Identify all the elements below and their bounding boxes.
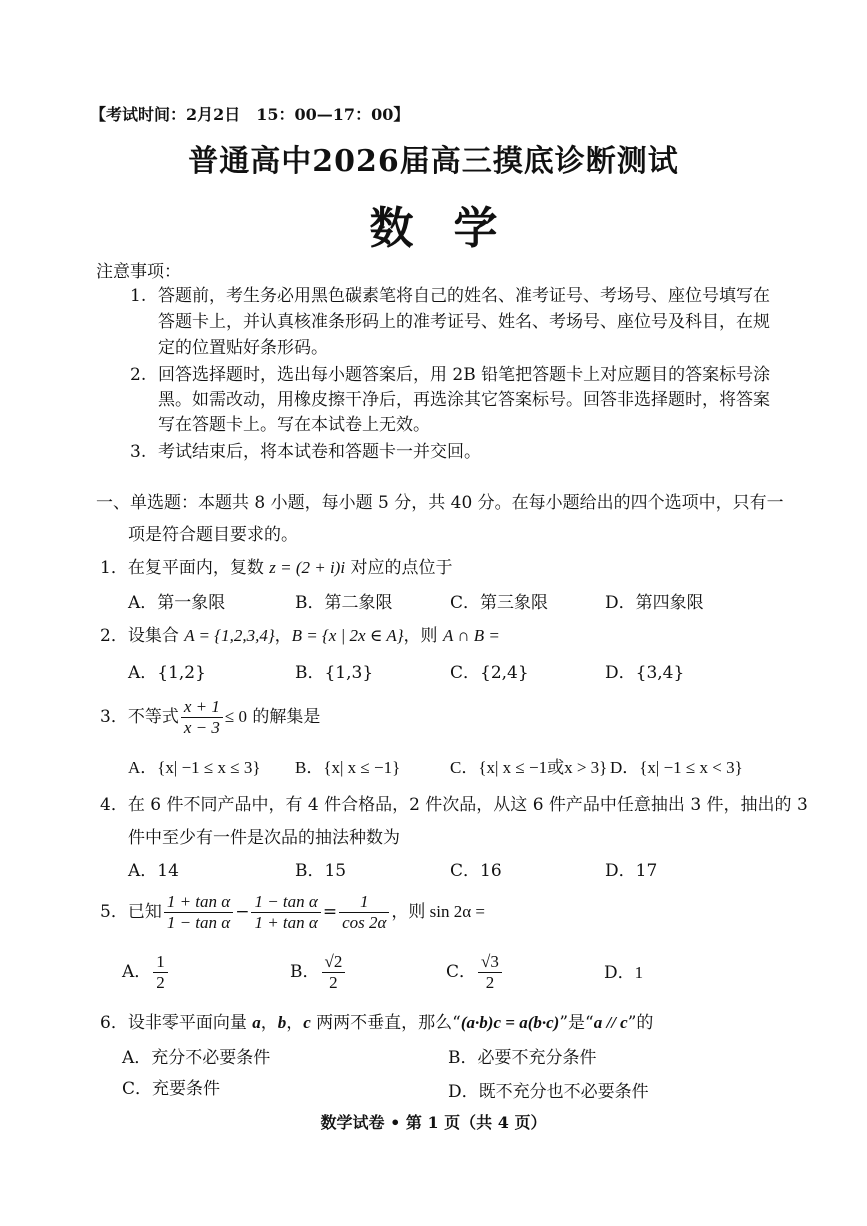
notice-item-2-line-1: 回答选择题时，选出每小题答案后，用 2B 铅笔把答题卡上对应题目的答案标号涂: [158, 365, 771, 385]
question-6-pre: 设非零平面向量: [127, 1013, 253, 1033]
q5-option-d[interactable]: [604, 962, 643, 984]
question-2-set-b: B = {x | 2x ∈ A}: [291, 626, 404, 645]
q5-option-a[interactable]: [122, 952, 170, 993]
q6-option-b[interactable]: B．必要不充分条件: [448, 1048, 597, 1068]
question-1: [100, 557, 452, 579]
question-5-f1-den: 1 − tan α: [166, 913, 231, 932]
question-6-vec-c: c: [303, 1013, 311, 1032]
question-2-num: 2．: [100, 626, 128, 646]
q4-option-c[interactable]: C．16: [450, 861, 502, 881]
notice-item-1-line-2: 答题卡上，并认真核准条形码上的准考证号、姓名、考场号、座位号及科目，在规: [158, 312, 770, 332]
question-6-expr: (a·b)c = a(b·c): [460, 1013, 560, 1032]
question-2-set-a: A = {1,2,3,4}: [184, 626, 275, 645]
question-3-frac-num: x + 1: [181, 697, 223, 718]
question-6: [100, 1012, 653, 1034]
question-3-fraction: [181, 697, 223, 738]
question-2-sep: ，: [274, 626, 292, 646]
question-6-vec-a: a: [252, 1013, 261, 1032]
question-3-rel: ≤ 0: [224, 707, 247, 726]
question-3: [100, 697, 320, 738]
subject-title: 数学: [369, 203, 538, 254]
q5-option-b-fraction: [322, 952, 346, 993]
q5-option-c[interactable]: [446, 952, 504, 993]
q1-option-b[interactable]: B．第二象限: [295, 593, 393, 613]
q2-option-c[interactable]: C．{2,4}: [450, 663, 529, 683]
question-4-line-2: 件中至少有一件是次品的抽法种数为: [128, 828, 400, 848]
q3-option-c[interactable]: C．{x| x ≤ −1或x > 3}: [450, 758, 608, 777]
question-6-mid: 两两不垂直，那么“: [310, 1013, 461, 1033]
q5-option-a-fraction: [153, 952, 168, 993]
notice-item-2-line-2: 黑。如需改动，用橡皮擦干净后，再选涂其它答案标号。回答非选择题时，将答案: [158, 390, 770, 410]
q4-option-b[interactable]: B．15: [295, 861, 347, 881]
question-6-sep-2: ，: [286, 1013, 304, 1033]
question-5: [100, 892, 485, 933]
notice-heading: 注意事项：: [96, 262, 181, 282]
page-footer: 数学试卷 • 第 1 页（共 4 页）: [320, 1113, 547, 1132]
question-4: [100, 794, 808, 816]
question-6-expr-2: a // c: [593, 1013, 628, 1032]
q2-option-d[interactable]: D．{3,4}: [605, 663, 685, 683]
section-heading-line-1: 一、单选题：本题共 8 小题，每小题 5 分，共 40 分。在每小题给出的四个选项中，只有一: [96, 493, 784, 513]
question-1-post: 对应的点位于: [345, 558, 453, 578]
question-2: [100, 625, 500, 647]
question-5-minus: −: [235, 902, 250, 922]
notice-item-3-num: 3.: [130, 442, 147, 462]
q2-option-a[interactable]: A．{1,2}: [128, 663, 206, 683]
question-3-post: 的解集是: [246, 707, 321, 727]
q5-option-c-num: √3: [478, 952, 502, 973]
q5-option-a-label: A．: [122, 962, 152, 982]
question-6-mid-2: ”是“: [559, 1013, 594, 1033]
question-5-f1-num: 1 + tan α: [164, 892, 233, 913]
q1-option-a[interactable]: A．第一象限: [128, 593, 226, 613]
notice-item-1-line-1: 答题前，考生务必用黑色碳素笔将自己的姓名、准考证号、考场号、座位号填写在: [158, 286, 770, 306]
q5-option-a-den: 2: [156, 973, 165, 992]
q5-option-b-den: 2: [329, 973, 338, 992]
question-5-f3-num: 1: [339, 892, 389, 913]
exam-time: 【考试时间：2月2日 15：00—17：00】: [90, 105, 410, 124]
question-6-sep-1: ，: [260, 1013, 278, 1033]
question-1-num: 1．: [100, 558, 128, 578]
question-2-sep2: ，则: [403, 626, 443, 646]
question-6-num: 6．: [100, 1013, 128, 1033]
q5-option-d-label: D．: [604, 963, 635, 983]
question-1-pre: 在复平面内，复数: [127, 558, 270, 578]
page-title: 普通高中2026届高三摸底诊断测试: [188, 144, 679, 179]
question-3-pre: 不等式: [127, 707, 179, 727]
q6-option-c[interactable]: C．充要条件: [122, 1079, 221, 1099]
section-heading-line-2: 项是符合题目要求的。: [128, 525, 298, 545]
question-5-post: ，则 sin 2α =: [391, 902, 486, 921]
question-5-fraction-3: [339, 892, 389, 933]
question-5-fraction-1: [164, 892, 233, 933]
question-5-pre: 已知: [127, 902, 162, 922]
q5-option-b-num: √2: [322, 952, 346, 973]
q5-option-d-value: 1: [634, 963, 644, 982]
notice-item-3-line-1: 考试结束后，将本试卷和答题卡一并交回。: [158, 442, 481, 462]
q3-option-b[interactable]: B．{x| x ≤ −1}: [295, 758, 401, 777]
question-4-num: 4．: [100, 795, 128, 815]
question-4-line-1: 在 6 件不同产品中，有 4 件合格品，2 件次品，从这 6 件产品中任意抽出 3 件，抽出的 3: [127, 795, 808, 815]
question-1-expr: z = (2 + i)i: [269, 558, 346, 577]
q5-option-b[interactable]: [290, 952, 347, 993]
q5-option-a-num: 1: [153, 952, 168, 973]
q2-option-b[interactable]: B．{1,3}: [295, 663, 374, 683]
question-5-f3-den: cos 2α: [342, 913, 387, 932]
q3-option-d[interactable]: D．{x| −1 ≤ x < 3}: [610, 758, 743, 777]
notice-item-1-num: 1.: [130, 286, 147, 306]
question-6-vec-b: b: [277, 1013, 287, 1032]
question-2-pre: 设集合: [127, 626, 185, 646]
q6-option-d[interactable]: D．既不充分也不必要条件: [448, 1082, 649, 1102]
q5-option-b-label: B．: [290, 962, 320, 982]
question-2-intersection: A ∩ B =: [442, 626, 500, 645]
q1-option-c[interactable]: C．第三象限: [450, 593, 549, 613]
q5-option-c-fraction: [478, 952, 502, 993]
question-6-post: ”的: [627, 1013, 654, 1033]
question-3-num: 3．: [100, 707, 128, 727]
notice-item-1-line-3: 定的位置贴好条形码。: [158, 338, 328, 358]
q6-option-a[interactable]: A．充分不必要条件: [122, 1048, 271, 1068]
question-5-f2-den: 1 + tan α: [254, 913, 318, 932]
q4-option-d[interactable]: D．17: [605, 861, 658, 881]
notice-item-2-line-3: 写在答题卡上。写在本试卷上无效。: [158, 415, 430, 435]
q5-option-c-label: C．: [446, 962, 477, 982]
q1-option-d[interactable]: D．第四象限: [605, 593, 704, 613]
question-5-fraction-2: [251, 892, 320, 933]
notice-item-2-num: 2.: [130, 365, 147, 385]
q4-option-a[interactable]: A．14: [128, 861, 179, 881]
question-5-num: 5．: [100, 902, 128, 922]
question-5-f2-num: 1 − tan α: [251, 892, 320, 913]
question-5-equals: =: [322, 902, 338, 922]
q5-option-c-den: 2: [485, 973, 495, 992]
q3-option-a[interactable]: A．{x| −1 ≤ x ≤ 3}: [128, 758, 261, 777]
question-3-frac-den: x − 3: [183, 718, 220, 737]
